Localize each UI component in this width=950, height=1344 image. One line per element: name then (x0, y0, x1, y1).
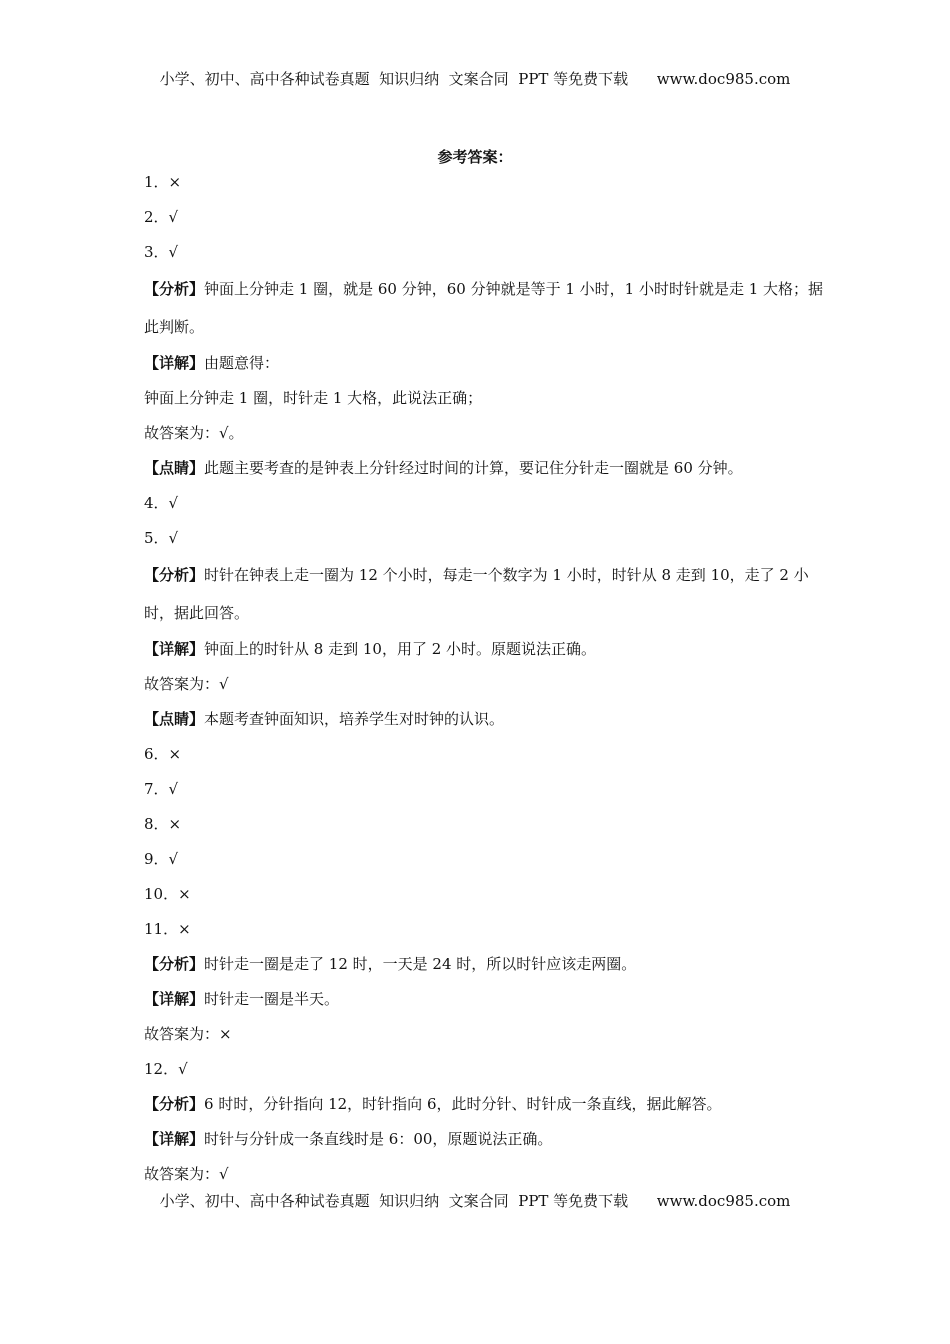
analysis-3 (144, 270, 824, 346)
answer-5 (144, 521, 824, 556)
answer-1 (144, 165, 824, 200)
answer-number: 6． (144, 745, 169, 763)
answer-mark: × (168, 745, 182, 763)
answer-number: 10． (144, 885, 179, 903)
answer-mark: √ (168, 243, 179, 261)
answer-number: 5． (144, 529, 169, 547)
final-answer: 故答案为：× (144, 1025, 232, 1043)
comment-3 (144, 451, 824, 486)
answer-number: 9． (144, 850, 169, 868)
detail-text: 钟面上的时针从 8 走到 10，用了 2 小时。原题说法正确。 (204, 640, 597, 658)
detail-line: 钟面上分钟走 1 圈，时针走 1 大格，此说法正确； (144, 389, 483, 407)
answer-number: 1． (144, 173, 169, 191)
analysis-text: 6 时时，分针指向 12，时针指向 6，此时分针、时针成一条直线，据此解答。 (204, 1095, 722, 1113)
page-footer: 小学、初中、高中各种试卷真题 知识归纳 文案合同 PPT 等免费下载 www.doc985.com (159, 1192, 791, 1210)
answer-6 (144, 737, 824, 772)
comment-5 (144, 702, 824, 737)
answer-number: 2． (144, 208, 169, 226)
answer-mark: √ (168, 850, 179, 868)
detail-11 (144, 982, 824, 1017)
answer-mark: × (168, 815, 182, 833)
answer-11 (144, 912, 824, 947)
answer-mark: × (178, 885, 191, 903)
detail-5 (144, 632, 824, 667)
answer-12 (144, 1052, 824, 1087)
detail-tag: 【详解】 (144, 1130, 205, 1148)
analysis-text: 时针走一圈是走了 12 时，一天是 24 时，所以时针应该走两圈。 (204, 955, 637, 973)
answer-mark: × (168, 173, 182, 191)
detail-tag: 【详解】 (144, 354, 205, 372)
comment-text: 本题考查钟面知识，培养学生对时钟的认识。 (204, 710, 505, 728)
final-answer: 故答案为：√ (144, 1165, 229, 1183)
detail-tag: 【详解】 (144, 640, 205, 658)
detail-tag: 【详解】 (144, 990, 205, 1008)
answer-number: 8． (144, 815, 169, 833)
detail-text: 由题意得： (204, 354, 280, 372)
answer-mark: √ (168, 780, 179, 798)
answer-mark: √ (168, 529, 179, 547)
final-answer: 故答案为：√。 (144, 424, 244, 442)
analysis-11 (144, 947, 824, 982)
answer-mark: × (178, 920, 191, 938)
answer-3 (144, 235, 824, 270)
detail-12 (144, 1122, 824, 1157)
answer-7 (144, 772, 824, 807)
answer-mark: √ (178, 1060, 188, 1078)
analysis-5 (144, 556, 824, 632)
comment-text: 此题主要考查的是钟表上分针经过时间的计算，要记住分针走一圈就是 60 分钟。 (204, 459, 743, 477)
analysis-text: 钟面上分钟走 1 圈，就是 60 分钟，60 分钟就是等于 1 小时，1 小时时针就是走 1 大格；据此判断。 (144, 280, 824, 336)
answer-number: 12． (144, 1060, 179, 1078)
answer-number: 7． (144, 780, 169, 798)
answer-9 (144, 842, 824, 877)
answer-8 (144, 807, 824, 842)
analysis-text: 时针在钟表上走一圈为 12 个小时，每走一个数字为 1 小时，时针从 8 走到 10，走了 2 小时，据此回答。 (144, 566, 809, 622)
answer-number: 11． (144, 920, 179, 938)
answer-list (144, 165, 824, 1192)
final-answer: 故答案为：√ (144, 675, 229, 693)
answer-4 (144, 486, 824, 521)
answer-10 (144, 877, 824, 912)
analysis-tag: 【分析】 (144, 955, 205, 973)
page-title: 参考答案： (437, 148, 513, 166)
answer-2 (144, 200, 824, 235)
analysis-tag: 【分析】 (144, 1095, 205, 1113)
analysis-12 (144, 1087, 824, 1122)
answer-mark: √ (168, 208, 179, 226)
page-header: 小学、初中、高中各种试卷真题 知识归纳 文案合同 PPT 等免费下载 www.doc985.com (159, 70, 791, 88)
analysis-tag: 【分析】 (144, 566, 205, 584)
comment-tag: 【点睛】 (144, 710, 205, 728)
comment-tag: 【点睛】 (144, 459, 205, 477)
detail-text: 时针走一圈是半天。 (204, 990, 340, 1008)
answer-number: 3． (144, 243, 169, 261)
detail-text: 时针与分针成一条直线时是 6：00，原题说法正确。 (204, 1130, 553, 1148)
answer-number: 4． (144, 494, 169, 512)
analysis-tag: 【分析】 (144, 280, 205, 298)
answer-mark: √ (168, 494, 179, 512)
detail-3 (144, 346, 824, 381)
